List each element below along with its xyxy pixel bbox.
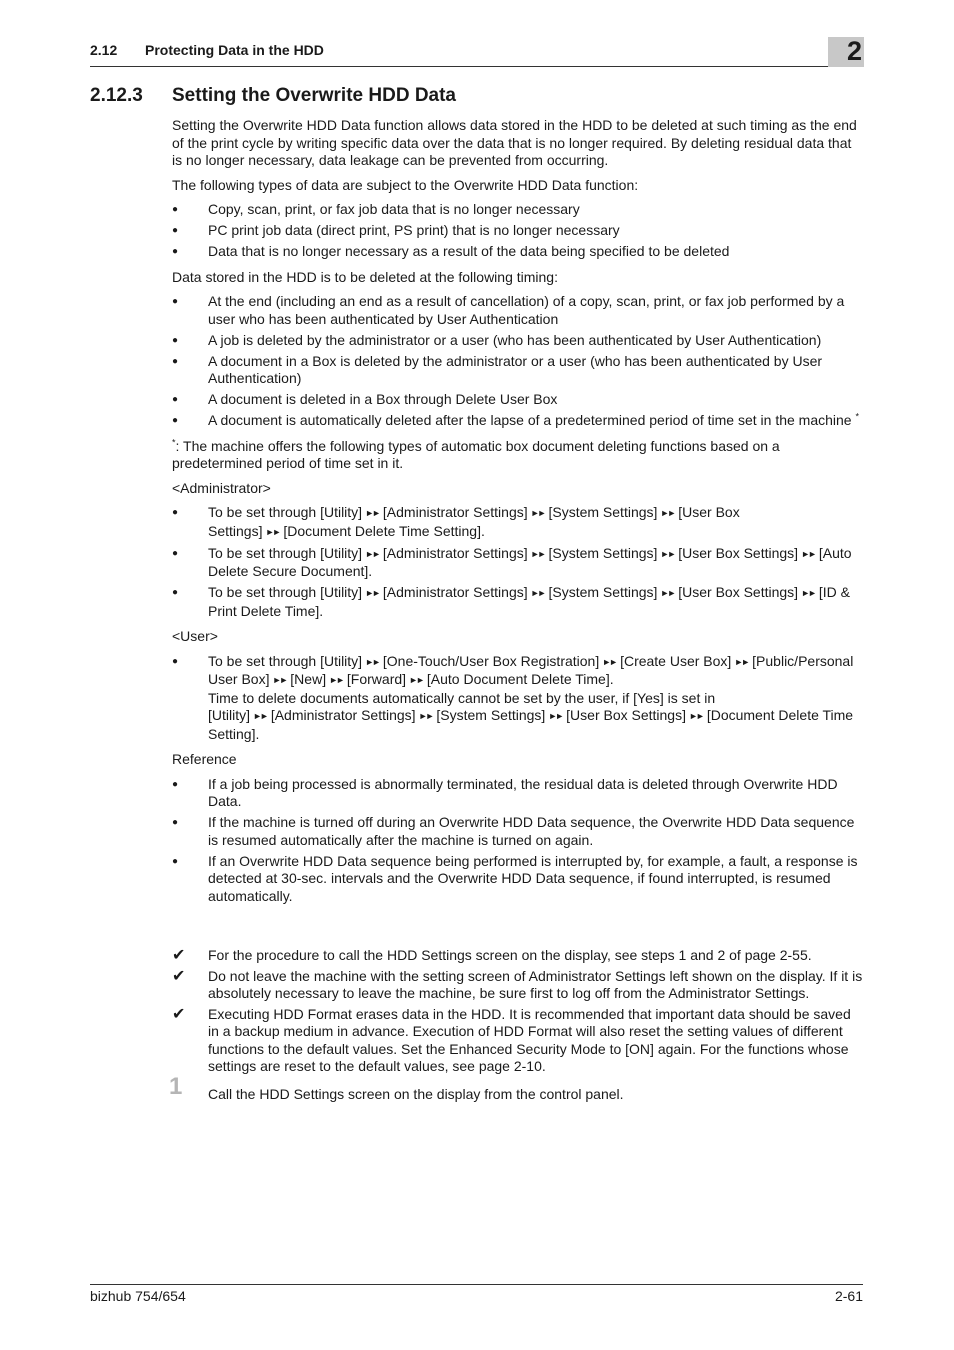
page-header [90, 40, 863, 67]
arrow-icon: ►► [365, 548, 379, 559]
arrow-icon: ►► [265, 526, 280, 537]
path-part: To be set through [Utility] [208, 504, 363, 520]
path-part: [One-Touch/User Box Registration] [382, 652, 600, 669]
path-part: [Auto Document Delete Time]. [426, 671, 614, 687]
arrow-icon: ►► [548, 711, 563, 721]
arrow-icon: ►► [734, 656, 749, 667]
list-item [172, 653, 863, 744]
timing-last-text: A document is automatically deleted after the lapse of a predetermined period of time set in the machine [208, 412, 852, 428]
arrow-icon: ►► [409, 675, 423, 685]
arrow-icon: ►► [602, 656, 617, 667]
timing-intro: Data stored in the HDD is to be deleted at the following timing: [172, 268, 558, 285]
check-text: Do not leave the machine with the setting screen of Administrator Settings left shown on the display. If it is absolutely necessary to leave the machine, be sure first to log off from the Administrator Settings. [208, 967, 863, 1001]
list-item [172, 545, 863, 581]
path-part: [Public/Personal User Box] [208, 652, 854, 687]
path-part: [Administrator Settings] [382, 544, 528, 561]
heading-number: 2.12.3 [90, 85, 143, 106]
arrow-icon: ►► [365, 508, 379, 518]
reference-label: Reference [172, 751, 237, 767]
checkmark-icon: ✔ [172, 1005, 186, 1023]
arrow-icon: ►► [272, 675, 287, 685]
path-part: To be set through [Utility] [208, 584, 363, 600]
list-item [172, 504, 863, 541]
check-text: For the procedure to call the HDD Settings screen on the display, see steps 1 and 2 of page 2-55. [208, 947, 812, 963]
path-part: [Document Delete Time Setting]. [283, 522, 485, 539]
list-item: ● A document is deleted in a Box through Delete User Box [172, 391, 863, 409]
arrow-icon: ►► [660, 588, 675, 598]
list-item: ● A document in a Box is deleted by the administrator or a user (who has been authenticated by User Authentication) [172, 353, 863, 388]
arrow-icon: ►► [688, 711, 703, 721]
check-text: Executing HDD Format erases data in the HDD. It is recommended that important data should be saved in a backup medium in advance. Execution of HDD Format will also reset the setting values of different functions to the default values. Set the Enhanced Security Mode to [ON] again. For the functions whose settings are reset to the default values, see page 2-10. [208, 1005, 851, 1074]
page-footer [90, 1284, 863, 1304]
chapter-number: 2 [846, 36, 862, 66]
path-part: [User Box Settings] [208, 504, 740, 539]
checkmark-icon: ✔ [172, 967, 186, 985]
path-part: [Administrator Settings] [382, 504, 528, 520]
footnote-text: : The machine offers the following types of automatic box document deleting functions based on a predetermined period of time set in it. [172, 437, 780, 471]
arrow-icon: ►► [329, 675, 343, 685]
list-item: ● At the end (including an end as a result of cancellation) of a copy, scan, print, or fax job performed by a user who has been authenticated by User Authentication [172, 293, 863, 328]
admin-label: <Administrator> [172, 479, 271, 496]
path-part: [Administrator Settings] [382, 584, 528, 600]
list-item: ● Copy, scan, print, or fax job data that is no longer necessary [172, 201, 863, 219]
path-part: [New] [290, 671, 327, 687]
header-section-number: 2.12 [90, 42, 118, 58]
path-part: [System Settings] [548, 544, 658, 561]
timing-list [172, 293, 863, 430]
path-part: [Forward] [346, 671, 407, 687]
path-part: [ID & Print Delete Time]. [208, 584, 851, 619]
arrow-icon: ►► [660, 508, 675, 518]
heading-title: Setting the Overwrite HDD Data [172, 85, 456, 106]
list-item [172, 584, 863, 620]
section-heading [90, 85, 456, 107]
user-list [172, 653, 863, 744]
types-intro: The following types of data are subject to the Overwrite HDD Data function: [172, 176, 639, 193]
path-part: [User Box Settings] [678, 584, 799, 600]
checkmark-icon: ✔ [172, 947, 186, 964]
path-part: [System Settings] [548, 584, 658, 600]
footer-model: bizhub 754/654 [90, 1288, 186, 1304]
intro-paragraph: Setting the Overwrite HDD Data function allows data stored in the HDD to be deleted at such timing as the end of the print cycle by writing specific data over the data that is no longer required. By deleting residual data that is no longer necessary, data leakage can be prevented from occurring. [172, 117, 857, 168]
arrow-icon: ►► [418, 711, 433, 721]
path-part: [User Box Settings] [566, 707, 686, 723]
path-part: [System Settings] [548, 504, 658, 520]
arrow-icon: ►► [253, 711, 267, 721]
list-item: ● A job is deleted by the administrator or a user (who has been authenticated by User Authentication) [172, 332, 863, 350]
path-part: [User Box Settings] [678, 544, 799, 561]
list-item: ● Data that is no longer necessary as a result of the data being specified to be deleted [172, 243, 863, 261]
step-text: Call the HDD Settings screen on the display from the control panel. [208, 1085, 624, 1102]
types-list [172, 201, 863, 261]
path-part: [Document Delete Time Setting]. [208, 707, 854, 742]
arrow-icon: ►► [660, 548, 675, 559]
arrow-icon: ►► [530, 588, 545, 598]
chapter-tab [828, 37, 864, 67]
admin-list [172, 504, 863, 620]
footnote-marker: * [172, 436, 176, 447]
footnote [172, 438, 863, 473]
main-content [169, 117, 863, 1103]
path-part: [Administrator Settings] [270, 707, 416, 723]
arrow-icon: ►► [801, 548, 815, 559]
path-part: [System Settings] [436, 707, 546, 723]
arrow-icon: ►► [365, 656, 379, 667]
reference-list [172, 776, 863, 906]
arrow-icon: ►► [530, 508, 545, 518]
check-item [172, 968, 863, 1003]
procedure-step [169, 1072, 863, 1104]
user-label: <User> [172, 628, 218, 644]
arrow-icon: ►► [801, 588, 815, 598]
arrow-icon: ►► [530, 548, 545, 559]
list-item: ● If the machine is turned off during an Overwrite HDD Data sequence, the Overwrite HDD Data sequence is resumed automatically after the machine is turned on again. [172, 814, 863, 849]
check-item [172, 947, 863, 965]
path-part: Time to delete documents automatically cannot be set by the user, if [Yes] is set in [Utility] [208, 689, 716, 723]
step-number: 1 [169, 1072, 183, 1100]
list-item: ● PC print job data (direct print, PS print) that is no longer necessary [172, 222, 863, 240]
list-item: ● If a job being processed is abnormally terminated, the residual data is deleted through Overwrite HDD Data. [172, 776, 863, 811]
list-item [172, 412, 863, 430]
arrow-icon: ►► [365, 588, 379, 598]
check-list [172, 947, 863, 1076]
list-item: ● If an Overwrite HDD Data sequence being performed is interrupted by, for example, a fault, a response is detected at 30-sec. intervals and the Overwrite HDD Data sequence, if found interrupted, is resumed automatically. [172, 853, 863, 906]
path-part: To be set through [Utility] [208, 544, 363, 561]
path-part: [Auto Delete Secure Document]. [208, 544, 852, 579]
footnote-marker: * [855, 411, 859, 422]
footer-page-number: 2-61 [834, 1288, 863, 1304]
header-section-title: Protecting Data in the HDD [145, 42, 324, 58]
check-item [172, 1006, 863, 1076]
path-part: To be set through [Utility] [208, 652, 363, 669]
path-part: [Create User Box] [620, 652, 732, 669]
